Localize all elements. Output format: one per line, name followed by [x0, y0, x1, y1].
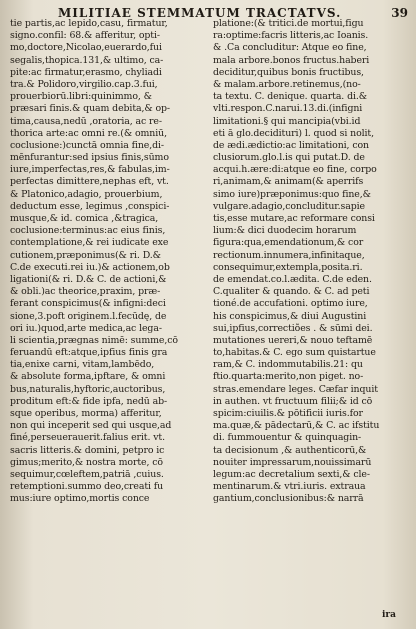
- right-column-line: spicim:ciuilis.& pōtificii iuris.for: [213, 408, 363, 419]
- right-column-line: tis,esse mutare,ac reformare consi: [213, 213, 375, 224]
- left-column-line: mēnfurantur:sed ipsius finis,sūmo: [10, 152, 169, 164]
- folio-number: 39: [391, 6, 408, 20]
- right-column-line: mentinarum.& vtri.iuris. extraua: [213, 481, 366, 493]
- right-column-line: mala arbore.bonos fructus.haberi: [213, 54, 370, 66]
- left-column-line: contemplatione,& rei iudicate exe: [10, 237, 169, 249]
- left-column-line: tie partis,ac lepido,casu, firmatur,: [10, 18, 168, 29]
- right-column-line: sui,ipfius,correctiões . & sūmi dei.: [213, 322, 373, 334]
- right-column-line: consequimur,extempla,posita.ri.: [213, 261, 363, 273]
- right-column-line: ri,animam,& animam(& aperrifs: [213, 176, 364, 188]
- left-column-line: pite:ac firmatur,erasmo, chyliadi: [10, 66, 162, 78]
- left-column-line: ori iu.)quod,arte medica,ac lega-: [10, 322, 162, 334]
- left-column-line: coclusione:)cunctā omnia fine,di-: [10, 139, 164, 151]
- left-column-line: segalis,thopica.131,& ultimo, ca-: [10, 54, 164, 66]
- right-column-line: platione:(& tritici.de mortui,figu: [213, 18, 364, 29]
- left-column-line: sione,3.poft originem.l.fecūdę, de: [10, 310, 167, 322]
- left-column-line: & Platonico,adagio, prouerbium,: [10, 188, 163, 200]
- left-text-column: [10, 18, 202, 608]
- right-column-line: his conspicimus,& diui Augustini: [213, 310, 367, 322]
- right-column-line: to,habitas.& C. ego sum quistartue: [213, 347, 376, 359]
- left-column-line: non qui inceperit sed qui usque,ad: [10, 420, 172, 432]
- right-column-line: nouiter impressarum,nouissimarū: [213, 456, 372, 468]
- left-column-line: sequimur,cœleftem,patriā ,cuius.: [10, 468, 164, 480]
- left-column-line: retemptioni.summo deo,creati fu: [10, 481, 164, 493]
- right-column-line: ftio.quarta:merito,non piget. no-: [213, 371, 364, 383]
- right-column-line: figura:qua,emendationum,& cor: [213, 237, 364, 249]
- right-column-line: ta textu. C. denique. quarta. di.&: [213, 91, 367, 103]
- right-column-line: simo iure)præponimus:quo fine,&: [213, 188, 371, 200]
- left-column-line: & absolute forma,ipftare, & omni: [10, 371, 166, 383]
- left-column-line: gimus;merito,& nostra morte, cō: [10, 456, 163, 468]
- left-column-line: ferant conspicimus(& infigni:deci: [10, 298, 166, 310]
- right-column-line: ram,& C. indommutabilis.21: qu: [213, 359, 363, 371]
- right-column-line: de ædi.ædictio:ac limitationi, con: [213, 139, 369, 151]
- right-column-line: gantium,conclusionibus:& narrā: [213, 493, 364, 505]
- right-column-line: in authen. vt fructuum filii;& id cō: [213, 395, 373, 407]
- left-column-line: & obli.)ac theorice,praxim, præ-: [10, 286, 161, 298]
- right-column-line: C.qualiter & quando. & C. ad peti: [213, 286, 370, 298]
- right-column-line: mutationes uereri,& nouo teftamē: [213, 334, 373, 346]
- left-column-line: mo,doctore,Nicolao,euerardo,fui: [10, 42, 162, 54]
- right-column-line: ra:optime:facris litteris,ac Ioanis.: [213, 30, 369, 42]
- right-column-line: clusiorum.glo.l.is qui putat.D. de: [213, 152, 365, 164]
- right-column-line: acqui.h.ære:di:atque eo fine, corpo: [213, 164, 377, 176]
- right-column-line: rectionum.innumera,infinitaque,: [213, 249, 365, 261]
- left-column-line: bus,naturalis,hyftoric,auctoribus,: [10, 383, 166, 395]
- left-column-line: prouerbiorū.libri:quinimmo, &: [10, 91, 152, 103]
- right-column-line: ta decisionum ,& authenticorū,&: [213, 444, 367, 456]
- left-column-line: ligationi(& ri. D.& C. de actioni,&: [10, 273, 167, 285]
- right-column-line: & .Ca concluditur: Atque eo fine,: [213, 42, 367, 54]
- left-column-line: iure,imperfectas,res,& fabulas,im-: [10, 164, 170, 176]
- right-column-line: tioné.de accufationi. optimo iure,: [213, 298, 368, 310]
- right-column-line: di. fummouentur & quinquagin-: [213, 432, 362, 444]
- left-column-line: feruandū eft:atque,ipfius finis gra: [10, 347, 168, 359]
- right-column-line: stras.emendare leges. Cæfar inquit: [213, 383, 378, 395]
- right-column-line: de emendat.co.l.ædita. C.de eden.: [213, 273, 372, 285]
- right-column-line: vlti.respon.C.narui.13.di.(infigni: [213, 103, 363, 115]
- left-column-line: sque operibus, morma) afferitur,: [10, 408, 162, 419]
- left-column-line: tia,enixe carni, vitam,lambēdo,: [10, 359, 155, 371]
- right-column-line: deciditur,quibus bonis fructibus,: [213, 66, 364, 78]
- left-column-line: C.de executi.rei iu.)& actionem,ob: [10, 261, 170, 273]
- running-title: MILITIAE STEMMATUM TRACTATVS.: [58, 6, 342, 20]
- catchword: ira: [382, 610, 396, 620]
- left-column-line: li scientia,prægnas nimē: summe,cō: [10, 334, 178, 346]
- left-column-line: deductum esse, legimus ,conspici-: [10, 200, 170, 212]
- left-column-line: perfectas dimittere,nephas eft, vt.: [10, 176, 169, 188]
- right-column-line: limitationi.§ qui mancipia(vbi.id: [213, 115, 361, 127]
- left-column-line: sacris litteris.& domini, petpro ic: [10, 444, 165, 456]
- right-column-line: eti ā glo.decidituri) l. quod si nolit,: [213, 127, 374, 139]
- right-text-column: [213, 18, 405, 608]
- right-column-line: vulgare.adagio,concluditur.sapie: [213, 200, 365, 212]
- left-column-line: præsari finis.& quam debita,& op-: [10, 103, 170, 115]
- left-column-line: mus:iure optimo,mortis conce: [10, 493, 150, 505]
- left-column-line: musque,& id. comica ,&tragica,: [10, 213, 159, 224]
- left-column-line: proditum eft:& fide ipfa, nedū ab-: [10, 395, 168, 407]
- left-column-line: cutionem,præponimus(& ri. D.&: [10, 249, 161, 261]
- left-column-line: thorica arte:ac omni re.(& omniū,: [10, 127, 167, 139]
- left-column-line: tima,causa,nedū ,oratoria, ac re-: [10, 115, 162, 127]
- left-column-line: finé,perseuerauerit.falius erit. vt.: [10, 432, 165, 444]
- left-column-line: coclusione:terminus:ac eius finis,: [10, 225, 166, 237]
- right-column-line: ma.quæ,& pādectarū,& C. ac ifstitu: [213, 420, 380, 432]
- right-column-line: & malam.arbore.retinemus,(no-: [213, 78, 361, 90]
- right-column-line: lium:& dici duodecim horarum: [213, 225, 357, 237]
- left-column-line: tra.& Polidoro,virgilio.cap.3.fui,: [10, 78, 158, 90]
- right-column-line: legum:ac decretalium sexti,& cle-: [213, 468, 370, 480]
- left-column-line: signo.confil: 68.& afferitur, opti-: [10, 30, 160, 42]
